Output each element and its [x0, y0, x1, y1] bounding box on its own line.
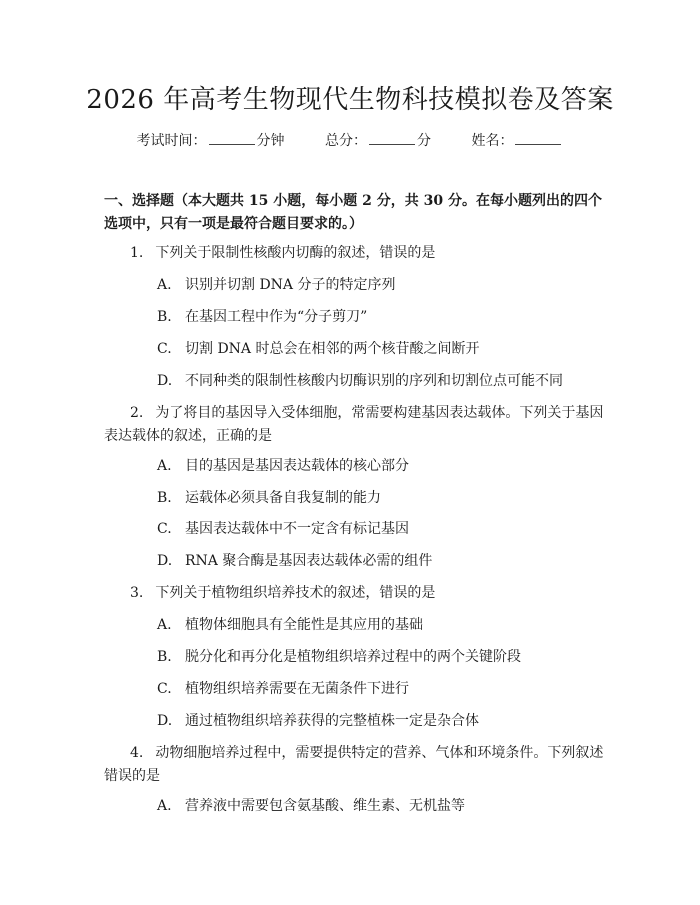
question-number: 4. — [130, 745, 144, 761]
option-text: 通过植物组织培养获得的完整植株一定是杂合体 — [185, 713, 479, 729]
option-letter: A. — [157, 798, 172, 814]
option-letter: B. — [157, 490, 172, 506]
question-1-option-d — [157, 370, 597, 393]
question-3-option-c — [157, 678, 597, 701]
question-3 — [104, 582, 604, 605]
question-number: 3. — [130, 585, 144, 601]
question-3-option-a — [157, 614, 597, 637]
option-text: 不同种类的限制性核酸内切酶识别的序列和切割位点可能不同 — [185, 373, 563, 389]
option-letter: B. — [157, 309, 172, 325]
exam-time — [137, 133, 289, 149]
option-letter: C. — [157, 521, 172, 537]
option-text: 切割 DNA 时总会在相邻的两个核苷酸之间断开 — [185, 341, 480, 357]
question-1-option-a — [157, 274, 597, 297]
question-stem: 下列关于限制性核酸内切酶的叙述，错误的是 — [155, 245, 436, 261]
option-text: 在基因工程中作为“分子剪刀” — [185, 309, 368, 325]
question-3-option-d — [157, 710, 597, 733]
option-letter: C. — [157, 681, 172, 697]
question-3-option-b — [157, 646, 597, 669]
student-name-blank — [515, 130, 561, 145]
exam-time-blank — [209, 130, 255, 145]
option-text: 植物组织培养需要在无菌条件下进行 — [185, 681, 409, 697]
exam-title: 2026 年高考生物现代生物科技模拟卷及答案 — [86, 85, 614, 115]
question-1-option-c — [157, 338, 597, 361]
question-stem: 为了将目的基因导入受体细胞，常需要构建基因表达载体。下列关于基因表达载体的叙述，正确的是 — [104, 405, 604, 444]
student-name — [471, 133, 563, 149]
question-4 — [104, 742, 604, 788]
option-text: 目的基因是基因表达载体的核心部分 — [185, 458, 409, 474]
question-1-option-b — [157, 306, 597, 329]
question-number: 1. — [130, 245, 144, 261]
question-stem: 动物细胞培养过程中，需要提供特定的营养、气体和环境条件。下列叙述错误的是 — [104, 745, 604, 784]
option-text: RNA 聚合酶是基因表达载体必需的组件 — [185, 553, 433, 569]
option-letter: D. — [157, 373, 173, 389]
option-letter: B. — [157, 649, 172, 665]
question-2-option-d — [157, 550, 597, 573]
question-stem: 下列关于植物组织培养技术的叙述，错误的是 — [155, 585, 436, 601]
section-heading: 一、选择题（本大题共 15 小题，每小题 2 分，共 30 分。在每小题列出的四个选项中，只有一项是最符合题目要求的。） — [104, 193, 602, 232]
total-score — [325, 133, 435, 149]
option-letter: D. — [157, 553, 173, 569]
question-4-option-a — [157, 795, 597, 818]
option-letter: A. — [157, 458, 172, 474]
question-2-option-c — [157, 518, 597, 541]
option-letter: A. — [157, 277, 172, 293]
option-letter: A. — [157, 617, 172, 633]
total-score-label: 总分： — [325, 133, 367, 149]
question-1 — [104, 242, 604, 265]
question-2 — [104, 402, 604, 448]
option-text: 脱分化和再分化是植物组织培养过程中的两个关键阶段 — [185, 649, 521, 665]
option-text: 营养液中需要包含氨基酸、维生素、无机盐等 — [185, 798, 465, 814]
option-letter: C. — [157, 341, 172, 357]
student-name-label: 姓名： — [471, 133, 514, 149]
exam-meta — [0, 130, 700, 152]
exam-time-label: 考试时间： — [136, 133, 207, 149]
total-score-blank — [369, 130, 415, 145]
option-text: 植物体细胞具有全能性是其应用的基础 — [185, 617, 423, 633]
option-text: 基因表达载体中不一定含有标记基因 — [185, 521, 409, 537]
question-2-option-b — [157, 487, 597, 510]
exam-time-unit: 分钟 — [256, 133, 285, 149]
question-number: 2. — [130, 405, 144, 421]
option-text: 识别并切割 DNA 分子的特定序列 — [185, 277, 396, 293]
option-letter: D. — [157, 713, 173, 729]
total-score-unit: 分 — [417, 133, 431, 149]
option-text: 运载体必须具备自我复制的能力 — [185, 490, 381, 506]
question-2-option-a — [157, 455, 597, 478]
